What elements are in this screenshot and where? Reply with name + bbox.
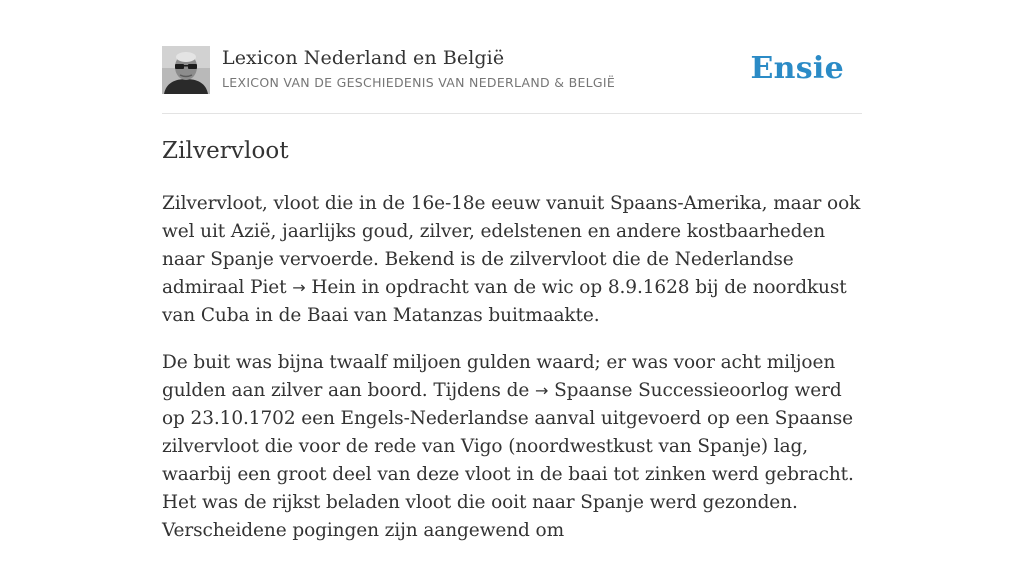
site-subtitle: LEXICON VAN DE GESCHIEDENIS VAN NEDERLAND & BELGIË bbox=[222, 75, 616, 90]
link-piet-hein[interactable]: Hein bbox=[311, 277, 356, 298]
article-paragraph-1 bbox=[162, 190, 862, 330]
site-header bbox=[162, 46, 862, 114]
paragraph-text: Zilvervloot, vloot die in de 16e-18e eeuw vanuit Spaans-Amerika, maar ook wel uit Azië, jaarlijks goud, zilver, edelstenen en andere kostbaarheden naar Spanje vervoerde. Bekend is de zilvervloot die de Nederlandse admiraal Piet bbox=[162, 193, 861, 298]
site-title[interactable]: Lexicon Nederland en België bbox=[222, 47, 505, 69]
link-arrow-icon: → bbox=[292, 278, 306, 297]
paragraph-text: in opdracht van de wic op 8.9.1628 bij de noordkust van Cuba in de Baai van Matanzas buitmaakte. bbox=[162, 277, 847, 326]
author-avatar[interactable] bbox=[162, 46, 210, 94]
ensie-logo[interactable]: Ensie bbox=[750, 51, 844, 86]
article-paragraph-2 bbox=[162, 349, 862, 545]
paragraph-text: De buit was bijna twaalf miljoen gulden waard; er was voor acht miljoen gulden aan zilver aan boord. Tijdens de bbox=[162, 352, 836, 401]
link-spaanse-successieoorlog[interactable]: Spaanse Successieoorlog bbox=[554, 380, 789, 401]
article-title: Zilvervloot bbox=[162, 138, 289, 164]
author-portrait-icon bbox=[162, 46, 210, 94]
link-arrow-icon: → bbox=[534, 381, 549, 400]
paragraph-text: werd op 23.10.1702 een Engels-Nederlandse aanval uitgevoerd op een Spaanse zilvervloot die voor de rede van Vigo (noordwestkust van Spanje) lag, waarbij een groot deel van deze vloot in de baai tot zinken werd gebracht. Het was de rijkst beladen vloot die ooit naar Spanje werd gezonden. Verscheidene pogingen zijn aangewend om bbox=[162, 380, 854, 541]
article-body bbox=[162, 190, 862, 564]
